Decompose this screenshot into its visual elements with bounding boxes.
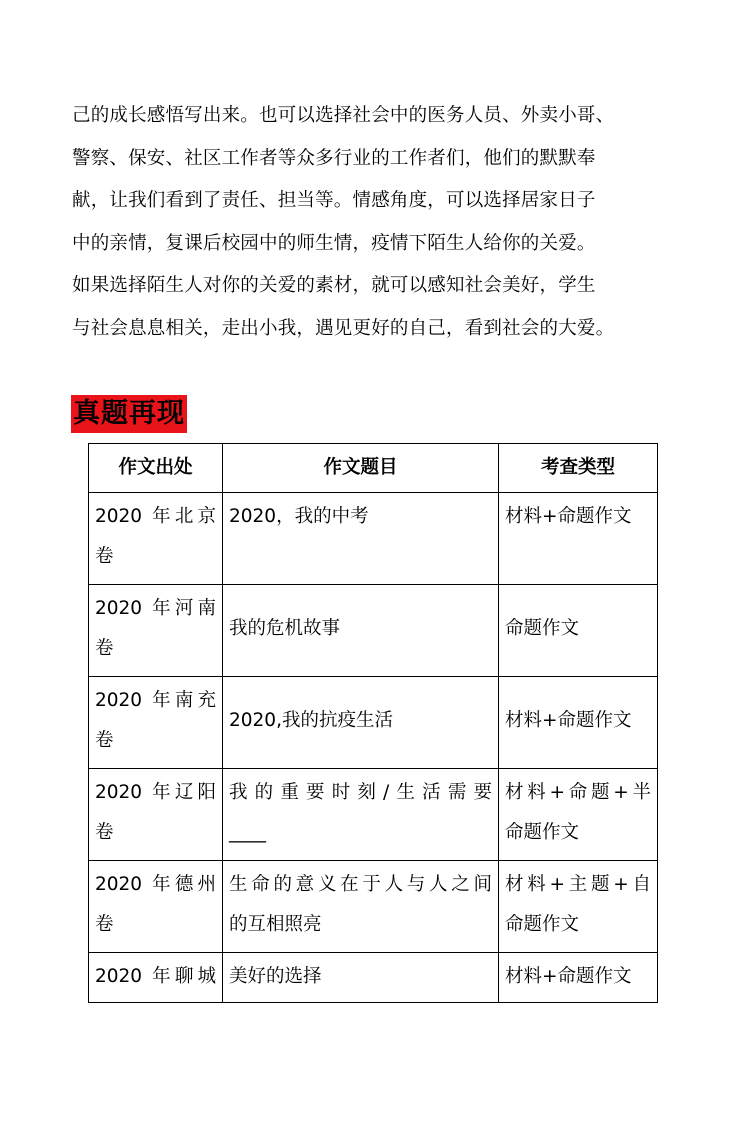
type-line: 命题作文 xyxy=(505,914,580,935)
cell-source xyxy=(89,769,223,861)
exam-topics-table xyxy=(88,443,658,1003)
type-line: 材料+命题作文 xyxy=(505,966,632,987)
source-line: 2020 年辽阳 xyxy=(95,782,216,803)
intro-line: 己的成长感悟写出来。也可以选择社会中的医务人员、外卖小哥、 xyxy=(72,105,615,126)
section-heading: 真题再现 xyxy=(71,395,187,433)
title-line: 2020,我的抗疫生活 xyxy=(229,710,393,731)
intro-line: 献，让我们看到了责任、担当等。情感角度，可以选择居家日子 xyxy=(72,190,596,212)
column-header-title: 作文题目 xyxy=(223,444,499,493)
cell-source xyxy=(89,677,223,769)
type-line: 材料+命题作文 xyxy=(505,506,632,527)
source-line: 2020 年聊城 xyxy=(95,966,216,987)
table-row xyxy=(89,769,658,861)
source-line: 卷 xyxy=(95,822,114,843)
cell-type xyxy=(499,769,658,861)
table-row xyxy=(89,953,658,1003)
table-row xyxy=(89,677,658,769)
title-line: 生命的意义在于人与人之间 xyxy=(229,874,492,895)
type-line: 材料+命题+半 xyxy=(505,782,651,803)
table-header-row xyxy=(89,444,658,493)
source-line: 2020 年德州 xyxy=(95,874,216,895)
cell-title xyxy=(223,769,499,861)
title-line: 2020，我的中考 xyxy=(229,506,369,527)
table-row xyxy=(89,861,658,953)
cell-title xyxy=(223,493,499,585)
table-row xyxy=(89,585,658,677)
cell-type xyxy=(499,677,658,769)
intro-line: 如果选择陌生人对你的关爱的素材，就可以感知社会美好，学生 xyxy=(72,275,596,297)
cell-source xyxy=(89,585,223,677)
source-line: 卷 xyxy=(95,730,114,751)
type-line: 命题作文 xyxy=(505,822,580,843)
cell-title xyxy=(223,585,499,677)
title-line: 我的重要时刻/生活需要 xyxy=(229,782,492,803)
intro-paragraph xyxy=(72,95,682,351)
source-line: 2020 年北京 xyxy=(95,506,216,527)
cell-source xyxy=(89,493,223,585)
type-line: 材料+命题作文 xyxy=(505,710,632,731)
cell-type xyxy=(499,953,658,1003)
cell-type xyxy=(499,861,658,953)
source-line: 卷 xyxy=(95,638,114,659)
cell-type xyxy=(499,493,658,585)
column-header-source: 作文出处 xyxy=(89,444,223,493)
cell-source xyxy=(89,953,223,1003)
title-line: 的互相照亮 xyxy=(229,914,322,935)
type-line: 命题作文 xyxy=(505,618,580,639)
source-line: 2020 年河南 xyxy=(95,598,216,619)
cell-type xyxy=(499,585,658,677)
source-line: 2020 年南充 xyxy=(95,690,216,711)
title-line: ____ xyxy=(229,822,266,843)
cell-title xyxy=(223,677,499,769)
title-line: 我的危机故事 xyxy=(229,618,341,639)
intro-line: 中的亲情，复课后校园中的师生情，疫情下陌生人给你的关爱。 xyxy=(72,232,596,254)
source-line: 卷 xyxy=(95,914,114,935)
cell-title xyxy=(223,861,499,953)
intro-line: 警察、保安、社区工作者等众多行业的工作者们，他们的默默奉 xyxy=(72,147,596,169)
cell-title xyxy=(223,953,499,1003)
source-line: 卷 xyxy=(95,546,114,567)
title-line: 美好的选择 xyxy=(229,966,322,987)
type-line: 材料+主题+自 xyxy=(505,874,651,895)
column-header-type: 考查类型 xyxy=(499,444,658,493)
intro-line: 与社会息息相关，走出小我，遇见更好的自己，看到社会的大爱。 xyxy=(72,317,615,339)
table-row xyxy=(89,493,658,585)
cell-source xyxy=(89,861,223,953)
